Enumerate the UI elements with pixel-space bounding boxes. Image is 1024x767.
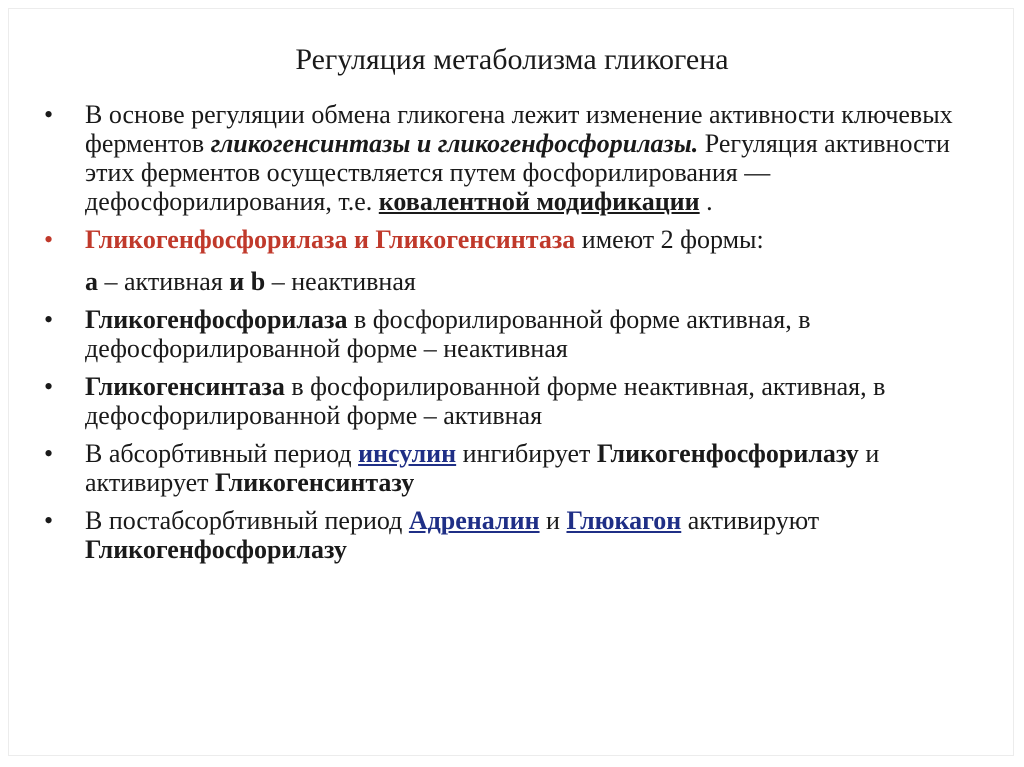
list-item: • В основе регуляции обмена гликогена лежит изменение активности ключевых ферментов гликогенсинтазы и гликогенфосфорилазы. Регуляция активности этих ферментов осуществляется путем фосфорилирования — дефосфорилирования, т.е. ковалентной модификации .: [44, 100, 953, 216]
list-item: • Гликогенфосфорилаза и Гликогенсинтаза имеют 2 формы:: [44, 225, 764, 254]
insulin-link[interactable]: инсулин: [358, 439, 457, 468]
list-item: • В постабсорбтивный период Адреналин и Глюкагон активируют Гликогенфосфорилазу: [44, 506, 820, 564]
highlighted-enzymes: Гликогенфосфорилаза и Гликогенсинтаза: [85, 225, 576, 254]
bullet-icon: •: [44, 100, 54, 129]
covalent-modification: ковалентной модификации: [378, 187, 700, 216]
forms-line: a – активная и b – неактивная: [85, 267, 416, 296]
bullet-icon: •: [44, 439, 54, 468]
list-item: • Гликогенсинтаза в фосфорилированной форме неактивная, активная, в дефосфорилированной форме – активная: [44, 372, 886, 430]
slide-title: Регуляция метаболизма гликогена: [295, 43, 729, 76]
list-item: • В абсорбтивный период инсулин ингибирует Гликогенфосфорилазу и активирует Гликогенсинтазу: [44, 439, 880, 497]
enzyme-names: гликогенсинтазы и гликогенфосфорилазы.: [210, 129, 699, 158]
bullet-icon: •: [44, 506, 54, 535]
list-item: • Гликогенфосфорилаза в фосфорилированной форме активная, в дефосфорилированной форме – неактивная: [44, 305, 811, 363]
bullet-icon: •: [44, 305, 54, 334]
adrenaline-link[interactable]: Адреналин: [408, 506, 540, 535]
bullet-icon: •: [44, 372, 54, 401]
bullet-icon: •: [44, 225, 54, 254]
glucagon-link[interactable]: Глюкагон: [566, 506, 682, 535]
bullet-list: [44, 100, 994, 573]
